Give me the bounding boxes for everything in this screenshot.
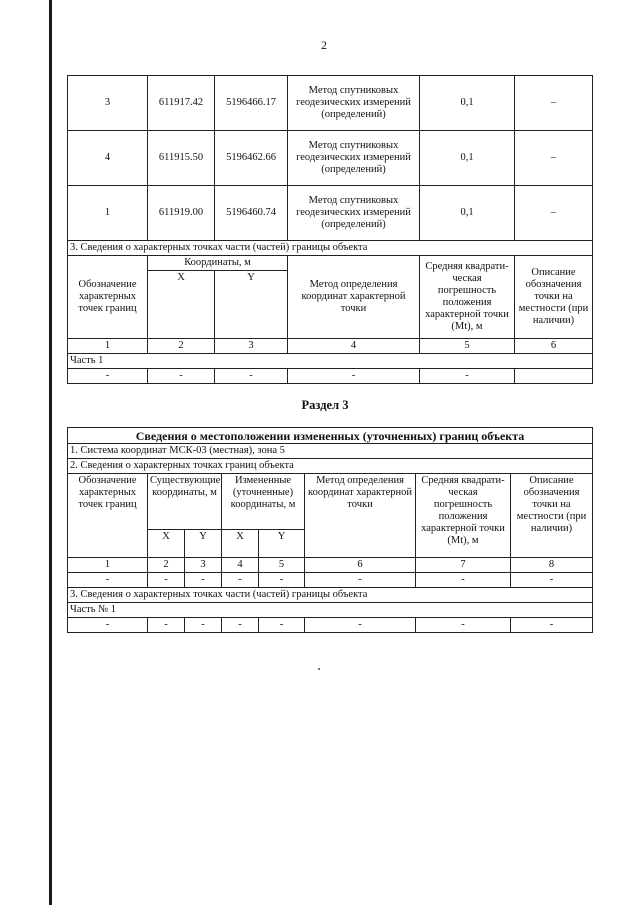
coord-system: 1. Система координат МСК-03 (местная), зона 5 xyxy=(68,444,593,459)
part-section-heading: 3. Сведения о характерных точках части (частей) границы объекта xyxy=(68,588,593,603)
column-numbers-row xyxy=(68,558,593,573)
column-number: 5 xyxy=(420,339,515,354)
designation-header: Обозначение характерных точек границ xyxy=(68,256,148,339)
method-cell: Метод спутниковых геодезических измерений (определений) xyxy=(288,76,420,131)
existing-coords-header: Существующие координаты, м xyxy=(148,474,222,530)
empty-cell: - xyxy=(420,369,515,384)
method-header: Метод определения координат характерной точки xyxy=(288,256,420,339)
empty-cell: - xyxy=(185,573,222,588)
table-row xyxy=(68,573,593,588)
x-header: X xyxy=(222,530,259,558)
part-label: Часть 1 xyxy=(68,354,593,369)
y-coordinate: 5196466.17 xyxy=(215,76,288,131)
mt-cell: 0,1 xyxy=(420,131,515,186)
y-header: Y xyxy=(215,271,288,339)
changed-coords-header: Измененные (уточненные) координаты, м xyxy=(222,474,305,530)
mt-header: Средняя квадрати-ческая погрешность положения характерной точки (Mt), м xyxy=(416,474,511,558)
column-numbers-row xyxy=(68,339,593,354)
column-number: 7 xyxy=(416,558,511,573)
section-title: Раздел 3 xyxy=(301,398,349,412)
part-label: Часть № 1 xyxy=(68,603,593,618)
description-cell: – xyxy=(515,76,593,131)
y-header: Y xyxy=(259,530,305,558)
designation-header: Обозначение характерных точек границ xyxy=(68,474,148,558)
method-header: Метод определения координат характерной точки xyxy=(305,474,416,558)
table-row xyxy=(68,369,593,384)
column-number: 1 xyxy=(68,339,148,354)
empty-cell: - xyxy=(511,618,593,633)
empty-cell: - xyxy=(259,618,305,633)
column-number: 4 xyxy=(288,339,420,354)
column-number: 3 xyxy=(215,339,288,354)
y-header: Y xyxy=(185,530,222,558)
empty-cell: - xyxy=(259,573,305,588)
x-coordinate: 611919.00 xyxy=(148,186,215,241)
empty-cell: - xyxy=(148,573,185,588)
table-row xyxy=(68,76,593,131)
coordinates-header: Координаты, м xyxy=(148,256,288,271)
page-number: 2 xyxy=(321,38,327,52)
empty-cell: - xyxy=(305,618,416,633)
column-number: 2 xyxy=(148,558,185,573)
x-header: X xyxy=(148,530,185,558)
empty-cell: - xyxy=(68,369,148,384)
empty-cell: - xyxy=(68,573,148,588)
point-number: 3 xyxy=(68,76,148,131)
point-number: 4 xyxy=(68,131,148,186)
column-number: 2 xyxy=(148,339,215,354)
empty-cell: - xyxy=(148,618,185,633)
points-section-heading: 2. Сведения о характерных точках границ объекта xyxy=(68,459,593,474)
column-number: 6 xyxy=(515,339,593,354)
column-number: 4 xyxy=(222,558,259,573)
binding-line xyxy=(49,0,52,905)
mt-cell: 0,1 xyxy=(420,186,515,241)
description-header: Описание обозначения точки на местности (при наличии) xyxy=(515,256,593,339)
empty-cell xyxy=(515,369,593,384)
mt-header: Средняя квадрати-ческая погрешность положения характерной точки (Mt), м xyxy=(420,256,515,339)
points-table-continued xyxy=(67,75,593,384)
description-cell: – xyxy=(515,186,593,241)
table-row xyxy=(68,131,593,186)
column-number: 5 xyxy=(259,558,305,573)
empty-cell: - xyxy=(222,618,259,633)
empty-cell: - xyxy=(288,369,420,384)
empty-cell: - xyxy=(511,573,593,588)
table-row xyxy=(68,618,593,633)
method-cell: Метод спутниковых геодезических измерений (определений) xyxy=(288,186,420,241)
table-row xyxy=(68,186,593,241)
empty-cell: - xyxy=(148,369,215,384)
point-number: 1 xyxy=(68,186,148,241)
column-number: 8 xyxy=(511,558,593,573)
empty-cell: - xyxy=(416,573,511,588)
y-coordinate: 5196462.66 xyxy=(215,131,288,186)
empty-cell: - xyxy=(416,618,511,633)
y-coordinate: 5196460.74 xyxy=(215,186,288,241)
empty-cell: - xyxy=(215,369,288,384)
x-coordinate: 611917.42 xyxy=(148,76,215,131)
x-header: X xyxy=(148,271,215,339)
empty-cell: - xyxy=(68,618,148,633)
table-title: Сведения о местоположении измененных (уточненных) границ объекта xyxy=(68,428,593,444)
part-section-heading: 3. Сведения о характерных точках части (частей) границы объекта xyxy=(68,241,593,256)
column-number: 3 xyxy=(185,558,222,573)
method-cell: Метод спутниковых геодезических измерений (определений) xyxy=(288,131,420,186)
empty-cell: - xyxy=(185,618,222,633)
column-number: 6 xyxy=(305,558,416,573)
description-header: Описание обозначения точки на местности (при наличии) xyxy=(511,474,593,558)
description-cell: – xyxy=(515,131,593,186)
empty-cell: - xyxy=(305,573,416,588)
scan-speck xyxy=(318,668,320,670)
empty-cell: - xyxy=(222,573,259,588)
mt-cell: 0,1 xyxy=(420,76,515,131)
x-coordinate: 611915.50 xyxy=(148,131,215,186)
column-number: 1 xyxy=(68,558,148,573)
changed-borders-table xyxy=(67,427,593,633)
